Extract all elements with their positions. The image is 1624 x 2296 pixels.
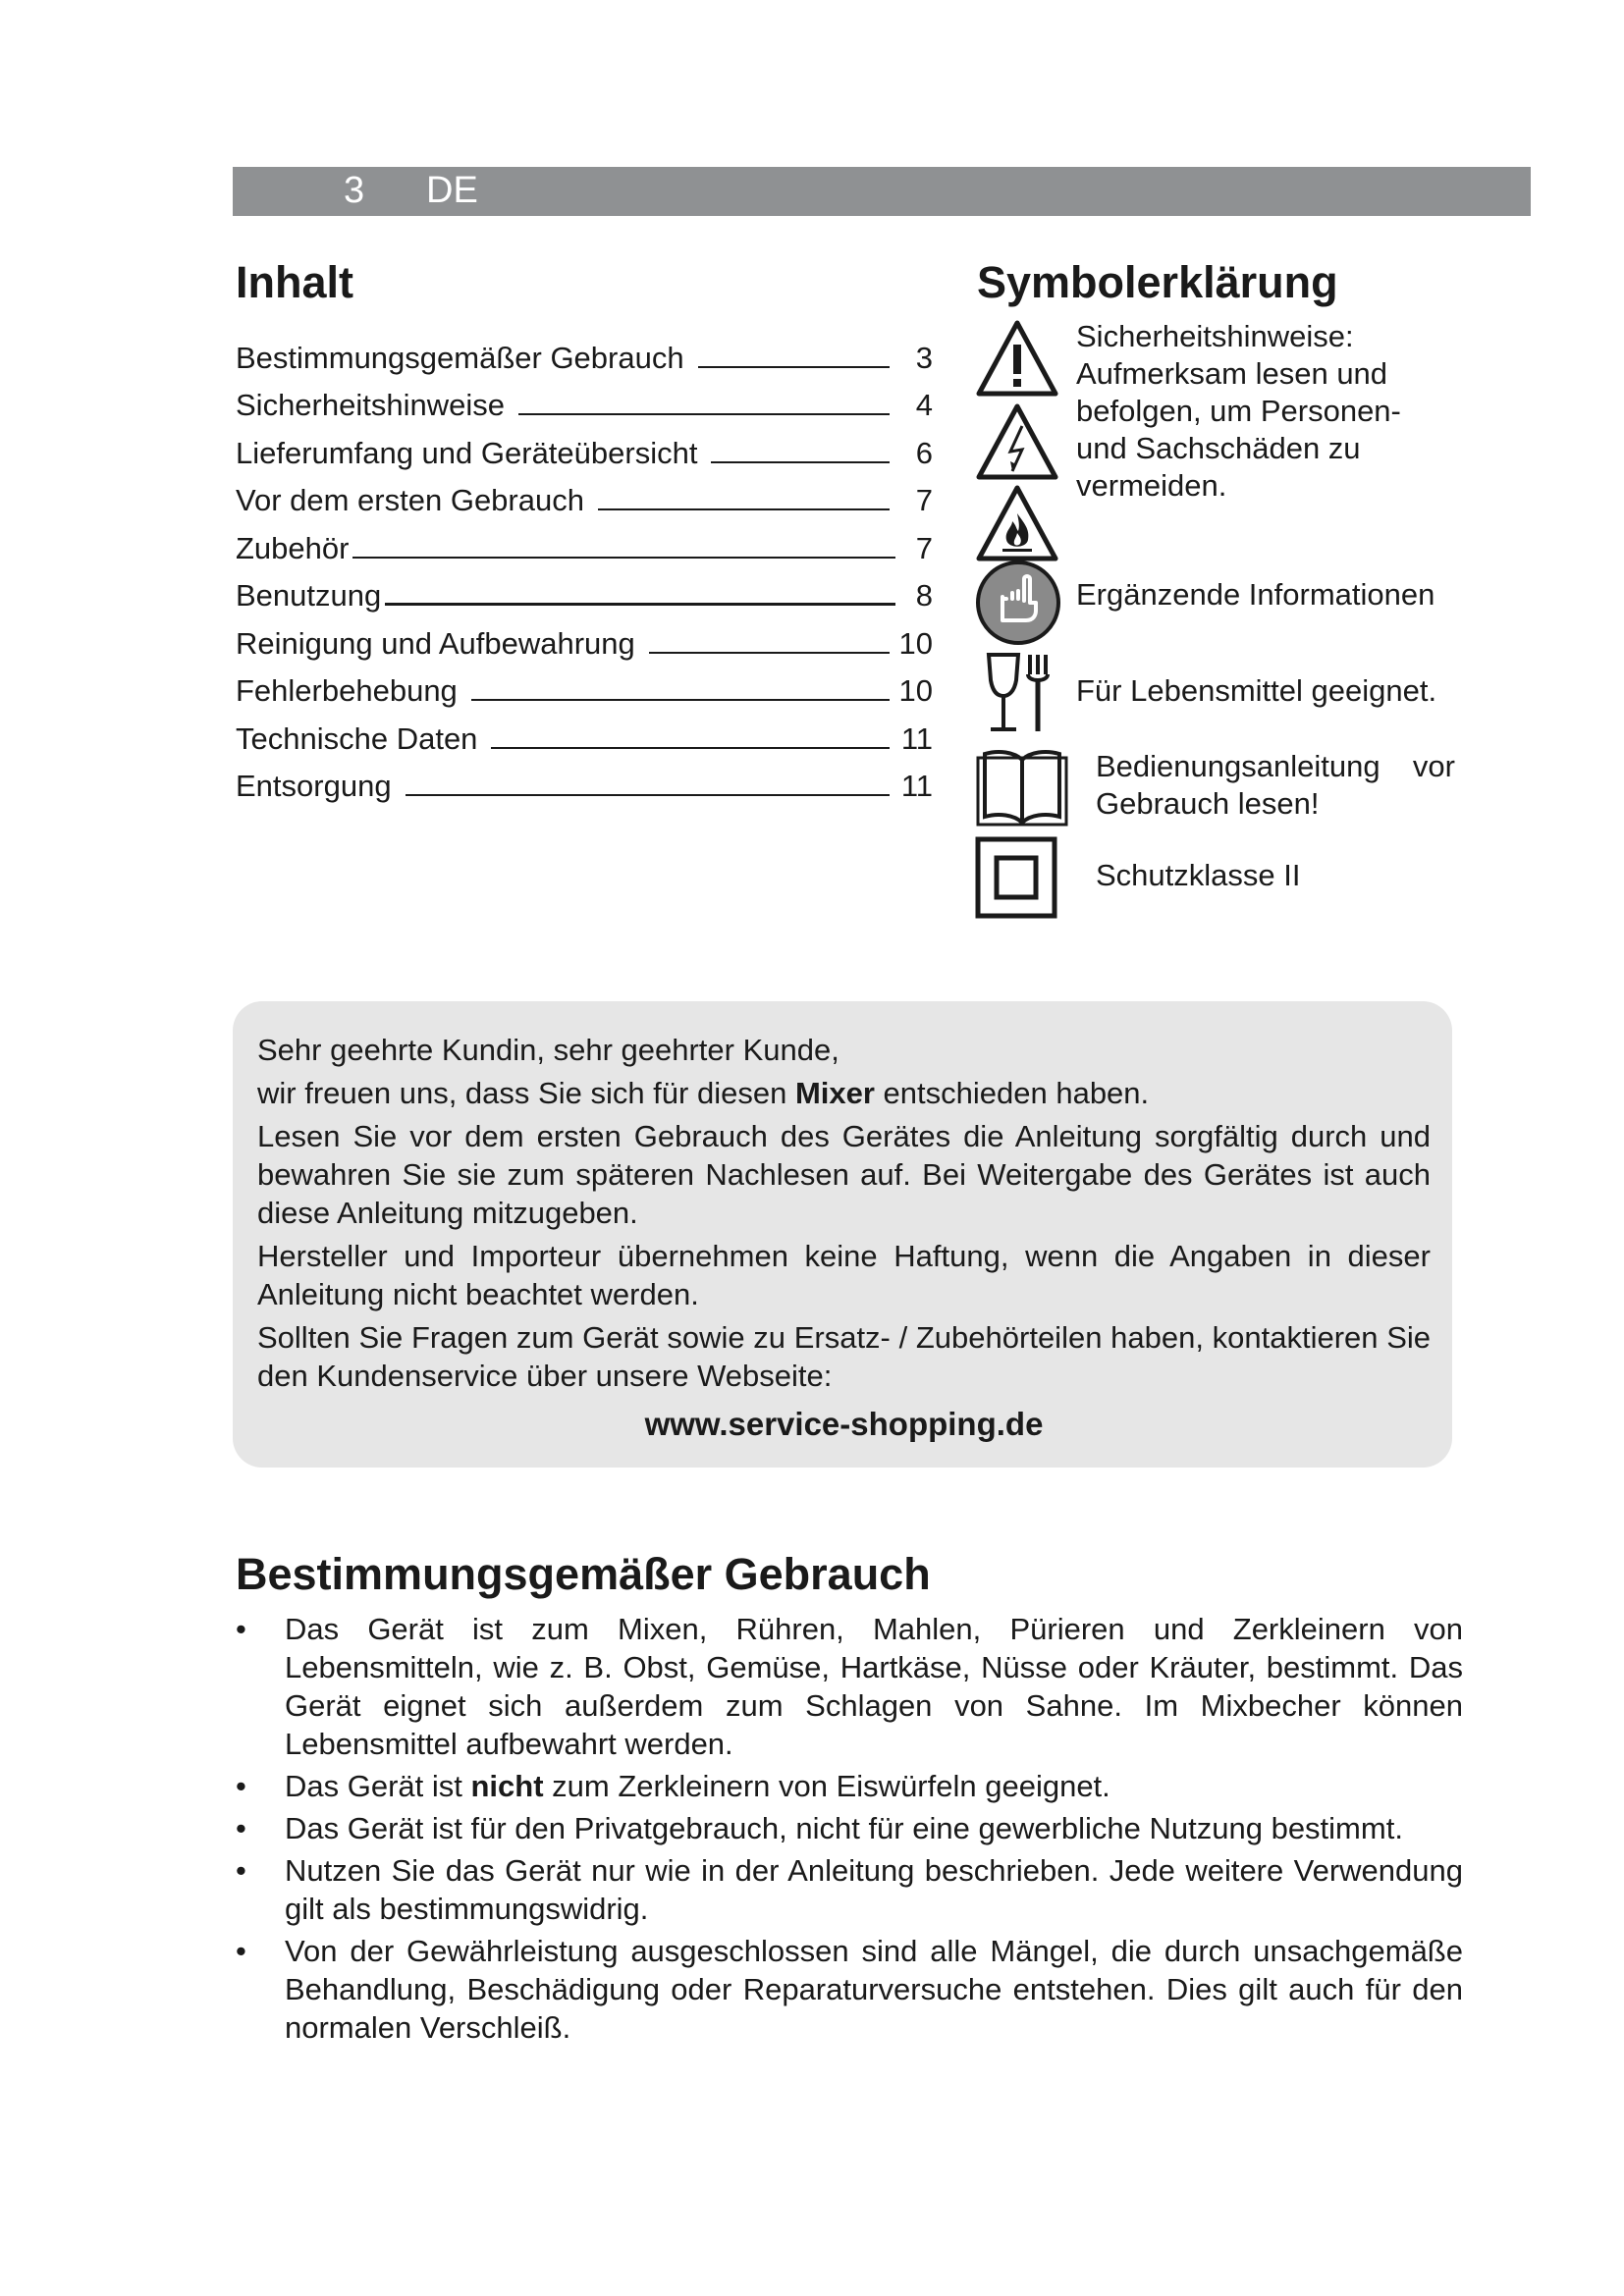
welcome-para2: Lesen Sie vor dem ersten Gebrauch des Gerätes die Anleitung sorgfältig durch und bewahren Sie sie zum späteren Nachlesen auf. Bei Weitergabe des Gerätes ist auch diese Anleitung mitzugeben. bbox=[257, 1119, 1431, 1230]
welcome-para3: Hersteller und Importeur übernehmen keine Haftung, wenn die Angaben in dieser Anleitung nicht beachtet werden. bbox=[257, 1239, 1431, 1311]
warning-exclamation-icon bbox=[975, 319, 1059, 398]
warning-fire-icon bbox=[975, 484, 1059, 562]
toc-leader-line bbox=[385, 603, 895, 606]
toc-leader-line bbox=[711, 461, 890, 463]
list-item-text: Von der Gewährleistung ausgeschlossen sind alle Mängel, die durch unsachgemäße Behandlung, Beschädigung oder Reparaturversuche entstehen. Dies gilt auch für den normalen Verschleiß. bbox=[285, 1934, 1463, 2045]
toc-leader-line bbox=[698, 366, 890, 368]
language-code: DE bbox=[426, 170, 478, 211]
toc-label: Benutzung bbox=[236, 578, 382, 613]
symbols-title: Symbolerklärung bbox=[977, 257, 1338, 307]
usage-list bbox=[236, 1610, 1463, 2051]
welcome-para4: Sollten Sie Fragen zum Gerät sowie zu Ersatz- / Zubehörteilen haben, kontaktieren Sie den Kundenservice über unsere Webseite: bbox=[257, 1320, 1431, 1393]
welcome-content bbox=[257, 1031, 1431, 1448]
welcome-line1-pre: wir freuen uns, dass Sie sich für diesen bbox=[257, 1076, 795, 1110]
toc-page: 11 bbox=[900, 769, 933, 803]
bullet-icon: • bbox=[236, 1811, 246, 1845]
toc-leader-line bbox=[352, 557, 895, 559]
page-number: 3 bbox=[344, 170, 365, 211]
bullet-icon: • bbox=[236, 1769, 246, 1803]
toc-row bbox=[236, 376, 933, 424]
toc-page: 3 bbox=[915, 340, 933, 375]
usage-title: Bestimmungsgemäßer Gebrauch bbox=[236, 1549, 931, 1599]
toc-label: Reinigung und Aufbewahrung bbox=[236, 625, 635, 661]
list-item-text-post: zum Zerkleinern von Eiswürfeln geeignet. bbox=[543, 1769, 1110, 1803]
protection-class-ii-icon bbox=[975, 836, 1057, 919]
toc-title: Inhalt bbox=[236, 257, 353, 307]
symbol-manual-text-content: Bedienungsanleitung vor Gebrauch lesen! bbox=[1096, 749, 1455, 821]
toc-label: Vor dem ersten Gebrauch bbox=[236, 483, 584, 517]
toc-page: 4 bbox=[915, 388, 933, 422]
toc-page: 11 bbox=[900, 721, 933, 756]
list-item bbox=[236, 1767, 1463, 1805]
toc-label: Fehlerbehebung bbox=[236, 673, 458, 708]
list-item-text-bold: nicht bbox=[470, 1769, 544, 1803]
toc-page: 7 bbox=[915, 530, 933, 565]
toc-leader-line bbox=[471, 699, 890, 701]
welcome-product-name: Mixer bbox=[794, 1076, 875, 1110]
toc-label: Zubehör bbox=[236, 530, 350, 565]
toc-page: 6 bbox=[915, 435, 933, 470]
toc-label: Entsorgung bbox=[236, 769, 392, 803]
list-item-text: Nutzen Sie das Gerät nur wie in der Anleitung beschrieben. Jede weitere Verwendung gilt als bestimmungswidrig. bbox=[285, 1853, 1463, 1926]
welcome-line1 bbox=[257, 1074, 1431, 1112]
symbol-food-text: Für Lebensmittel geeignet. bbox=[1076, 673, 1437, 708]
toc-label: Bestimmungsgemäßer Gebrauch bbox=[236, 340, 684, 375]
list-item bbox=[236, 1809, 1463, 1847]
manual-book-icon bbox=[975, 748, 1069, 828]
symbol-manual-text bbox=[1096, 748, 1455, 823]
welcome-line1-post: entschieden haben. bbox=[874, 1076, 1150, 1110]
toc-leader-line bbox=[518, 413, 890, 415]
page-header-bar bbox=[233, 167, 1531, 216]
food-safe-icon bbox=[985, 651, 1056, 735]
toc-row bbox=[236, 757, 933, 805]
toc-row bbox=[236, 709, 933, 757]
list-item-text: Das Gerät ist zum Mixen, Rühren, Mahlen, Pürieren und Zerkleinern von Lebensmitteln, wie z. B. Obst, Gemüse, Hartkäse, Nüsse oder Kräuter, bestimmt. Das Gerät eignet sich außerdem zum Schlagen von Sahne. Im Mixbecher können Lebensmittel aufbewahrt werden. bbox=[285, 1612, 1463, 1761]
list-item bbox=[236, 1610, 1463, 1763]
list-item bbox=[236, 1851, 1463, 1928]
toc-label: Sicherheitshinweise bbox=[236, 388, 505, 422]
symbol-info-text: Ergänzende Informationen bbox=[1076, 577, 1435, 612]
list-item-text: Das Gerät ist für den Privatgebrauch, nicht für eine gewerbliche Nutzung bestimmt. bbox=[285, 1811, 1403, 1845]
symbol-safety-text: Sicherheitshinweise: Aufmerksam lesen und befolgen, um Personen- und Sachschäden zu vermeiden. bbox=[1076, 319, 1401, 503]
toc-page: 8 bbox=[915, 578, 933, 613]
toc-row bbox=[236, 662, 933, 710]
info-hand-icon bbox=[975, 560, 1061, 646]
table-of-contents bbox=[236, 328, 933, 804]
toc-row bbox=[236, 614, 933, 662]
toc-row bbox=[236, 518, 933, 566]
toc-row bbox=[236, 328, 933, 376]
toc-row bbox=[236, 423, 933, 471]
toc-row bbox=[236, 471, 933, 519]
toc-row bbox=[236, 566, 933, 614]
list-item bbox=[236, 1932, 1463, 2047]
bullet-icon: • bbox=[236, 1934, 246, 1968]
bullet-icon: • bbox=[236, 1853, 246, 1888]
toc-leader-line bbox=[649, 652, 890, 654]
toc-leader-line bbox=[406, 794, 890, 796]
toc-label: Technische Daten bbox=[236, 721, 478, 756]
toc-leader-line bbox=[491, 747, 890, 749]
toc-leader-line bbox=[598, 508, 890, 510]
toc-page: 10 bbox=[898, 625, 933, 661]
welcome-greeting: Sehr geehrte Kundin, sehr geehrter Kunde, bbox=[257, 1033, 839, 1067]
list-item-text-pre: Das Gerät ist bbox=[285, 1769, 471, 1803]
welcome-box bbox=[233, 1001, 1452, 1468]
service-url: www.service-shopping.de bbox=[644, 1406, 1044, 1442]
bullet-icon: • bbox=[236, 1612, 246, 1646]
symbol-class-text: Schutzklasse II bbox=[1096, 858, 1301, 892]
toc-page: 7 bbox=[915, 483, 933, 517]
toc-page: 10 bbox=[898, 673, 933, 708]
warning-electric-icon bbox=[975, 402, 1059, 481]
toc-label: Lieferumfang und Geräteübersicht bbox=[236, 435, 698, 470]
